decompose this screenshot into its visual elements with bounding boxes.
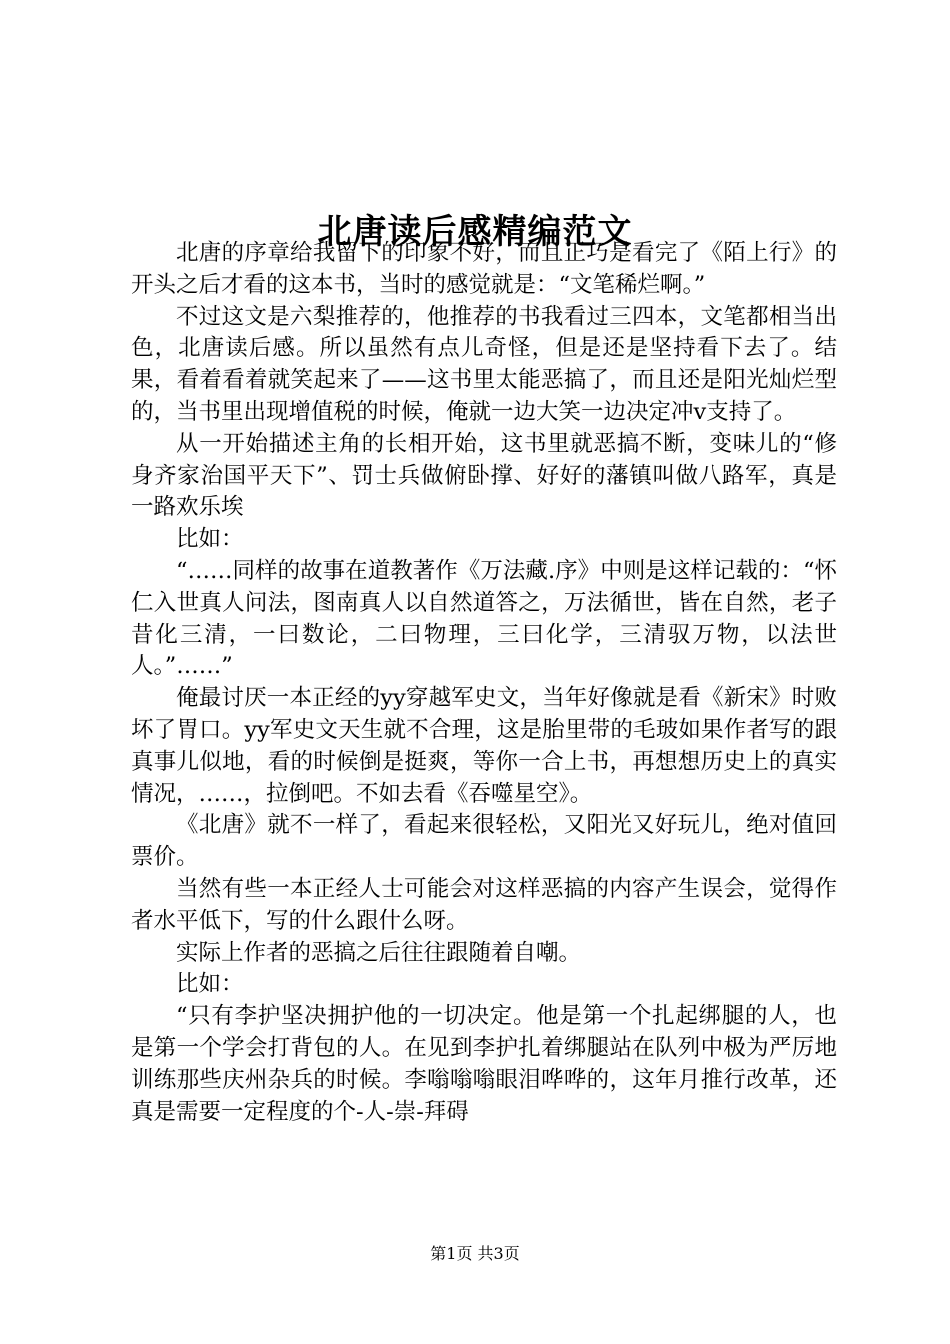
document-title: 北唐读后感精编范文 bbox=[317, 211, 633, 252]
paragraph: 《北唐》就不一样了，看起来很轻松，又阳光又好玩儿，绝对值回票价。 bbox=[131, 812, 837, 871]
paragraph: “……同样的故事在道教著作《万法藏.序》中则是这样记载的：“怀仁入世真人问法，图南真人以自然道答之，万法循世，皆在自然，老子昔化三清，一曰数论，二曰物理，三曰化学，三清驭万物，以法世人。”……” bbox=[131, 557, 837, 680]
paragraph: 比如： bbox=[176, 526, 244, 553]
paragraph: 俺最讨厌一本正经的yy穿越军史文，当年好像就是看《新宋》时败坏了胃口。yy军史文天生就不合理，这是胎里带的毛玻如果作者写的跟真事儿似地，看的时候倒是挺爽，等你一合上书，再想想历史上的真实情况，……，拉倒吧。不如去看《吞噬星空》。 bbox=[131, 685, 837, 807]
paragraph: 比如： bbox=[176, 971, 244, 998]
paragraph: 不过这文是六梨推荐的，他推荐的书我看过三四本，文笔都相当出色，北唐读后感。所以虽然有点儿奇怪，但是还是坚持看下去了。结果，看着看着就笑起来了——这书里太能恶搞了，而且还是阳光灿烂型的，当书里出现增值税的时候，俺就一边大笑一边决定冲v支持了。 bbox=[131, 303, 837, 425]
document-body bbox=[131, 238, 837, 1128]
paragraph: 北唐的序章给我留下的印象不好，而且正巧是看完了《陌上行》的开头之后才看的这本书，当时的感觉就是：“文笔稀烂啊。” bbox=[131, 240, 837, 298]
page-footer: 第1页 共3页 bbox=[430, 1244, 520, 1263]
paragraph: 当然有些一本正经人士可能会对这样恶搞的内容产生误会，觉得作者水平低下，写的什么跟什么呀。 bbox=[131, 875, 837, 934]
paragraph: “只有李护坚决拥护他的一切决定。他是第一个扎起绑腿的人，也是第一个学会打背包的人。在见到李护扎着绑腿站在队列中极为严厉地训练那些庆州杂兵的时候。李嗡嗡嗡眼泪哗哗的，这年月推行改革，还真是需要一定程度的个-人-崇-拜碍 bbox=[131, 1003, 837, 1125]
paragraph: 从一开始描述主角的长相开始，这书里就恶搞不断，变味儿的“修身齐家治国平天下”、罚士兵做俯卧撑、好好的藩镇叫做八路军，真是一路欢乐埃 bbox=[131, 430, 837, 521]
paragraph: 实际上作者的恶搞之后往往跟随着自嘲。 bbox=[176, 939, 582, 966]
